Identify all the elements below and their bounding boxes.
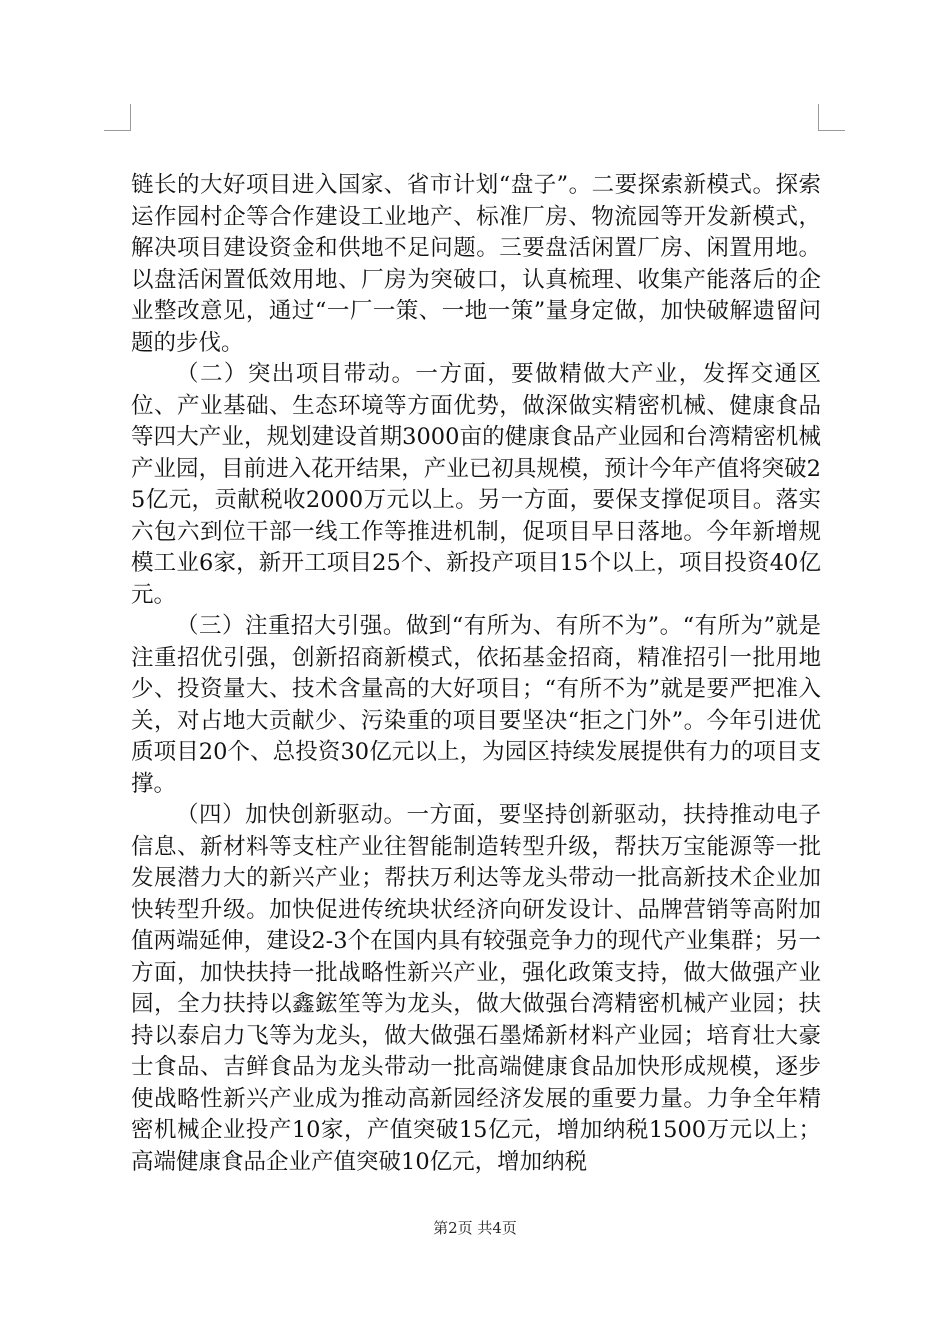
page-number-footer: 第2页 共4页 — [433, 1219, 517, 1237]
document-body — [131, 170, 821, 1178]
paragraph-1: 链长的大好项目进入国家、省市计划“盘子”。二要探索新模式。探索运作园村企等合作建设工业地产、标准厂房、物流园等开发新模式，解决项目建设资金和供地不足问题。三要盘活闲置厂房、闲置用地。以盘活闲置低效用地、厂房为突破口，认真梳理、收集产能落后的企业整改意见，通过“一厂一策、一地一策”量身定做，加快破解遗留问题的步伐。 — [131, 172, 821, 356]
margin-corner-mark-top-right — [818, 104, 845, 131]
margin-corner-mark-top-left — [104, 104, 131, 131]
paragraph-4: （四）加快创新驱动。一方面，要坚持创新驱动，扶持推动电子信息、新材料等支柱产业往智能制造转型升级，帮扶万宝能源等一批发展潜力大的新兴产业；帮扶万利达等龙头带动一批高新技术企业加快转型升级。加快促进传统块状经济向研发设计、品牌营销等高附加值两端延伸，建设2-3个在国内具有较强竞争力的现代产业集群；另一方面，加快扶持一批战略性新兴产业，强化政策支持，做大做强产业园，全力扶持以鑫鋐笙等为龙头，做大做强台湾精密机械产业园；扶持以泰启力飞等为龙头，做大做强石墨烯新材料产业园；培育壮大豪士食品、吉鲜食品为龙头带动一批高端健康食品加快形成规模，逐步使战略性新兴产业成为推动高新园经济发展的重要力量。力争全年精密机械企业投产10家，产值突破15亿元，增加纳税1500万元以上；高端健康食品企业产值突破10亿元，增加纳税 — [131, 802, 821, 1175]
paragraph-2: （二）突出项目带动。一方面，要做精做大产业，发挥交通区位、产业基础、生态环境等方面优势，做深做实精密机械、健康食品等四大产业，规划建设首期3000亩的健康食品产业园和台湾精密机械产业园，目前进入花开结果，产业已初具规模，预计今年产值将突破25亿元，贡献税收2000万元以上。另一方面，要保支撑促项目。落实六包六到位干部一线工作等推进机制，促项目早日落地。今年新增规模工业6家，新开工项目25个、新投产项目15个以上，项目投资40亿元。 — [131, 361, 821, 608]
paragraph-3: （三）注重招大引强。做到“有所为、有所不为”。“有所为”就是注重招优引强，创新招商新模式，依拓基金招商，精准招引一批用地少、投资量大、技术含量高的大好项目；“有所不为”就是要严把准入关，对占地大贡献少、污染重的项目要坚决“拒之门外”。今年引进优质项目20个、总投资30亿元以上，为园区持续发展提供有力的项目支撑。 — [131, 613, 821, 797]
